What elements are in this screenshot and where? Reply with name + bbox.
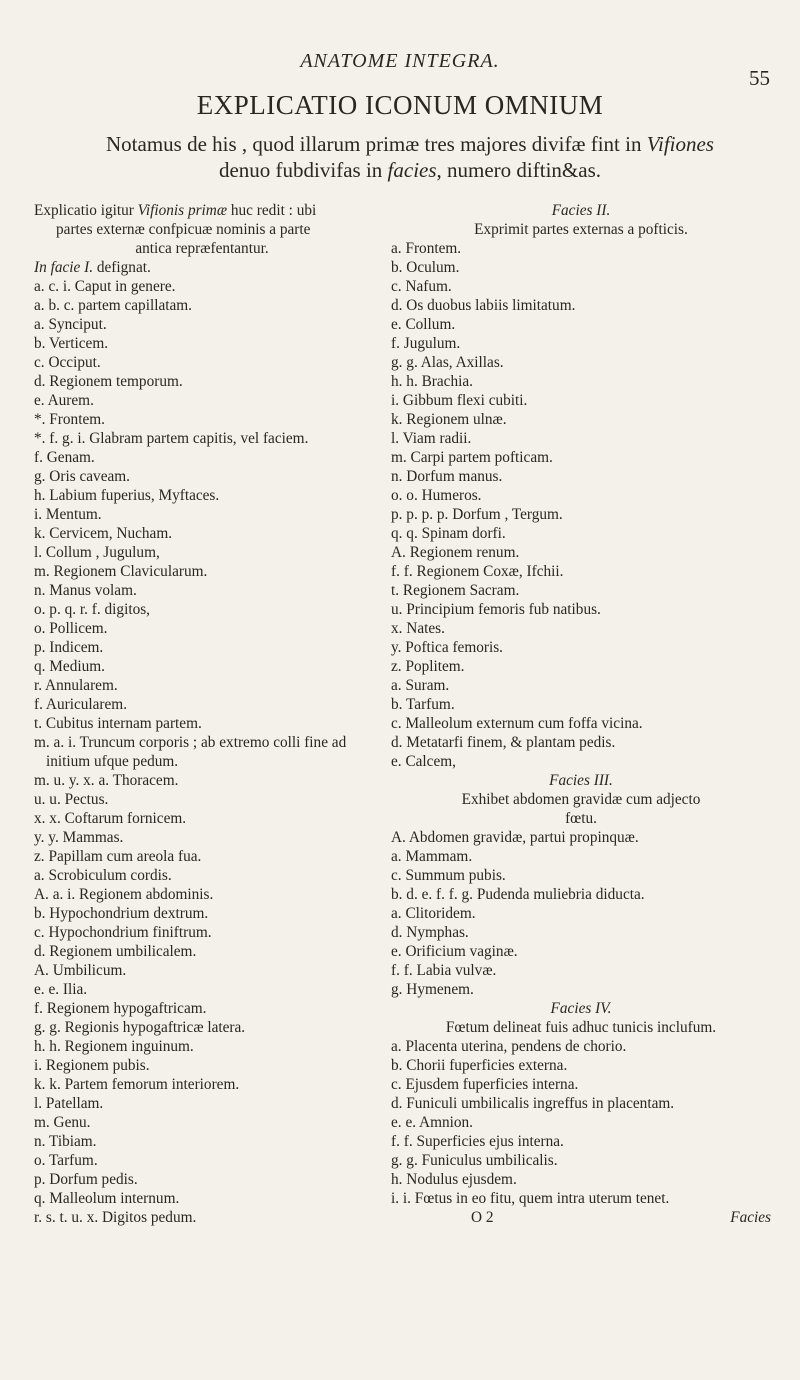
list-item: i. i. Fœtus in eo fitu, quem intra uterum tenet.	[391, 1190, 670, 1207]
list-item: o. Pollicem.	[34, 620, 108, 637]
left-column	[34, 201, 370, 1227]
list-item: A. Regionem renum.	[391, 544, 520, 561]
list-item: p. Dorfum pedis.	[34, 1171, 138, 1188]
page-footer	[391, 1208, 771, 1227]
list-item: i. Gibbum flexi cubiti.	[391, 392, 528, 409]
list-item: u. u. Pectus.	[34, 791, 109, 808]
list-item: i. Regionem pubis.	[34, 1057, 150, 1074]
list-item: a. Placenta uterina, pendens de chorio.	[391, 1038, 627, 1055]
list-item: c. Hypochondrium finiftrum.	[34, 924, 212, 941]
list-item: z. Poplitem.	[391, 658, 465, 675]
list-item: c. Malleolum externum cum foffa vicina.	[391, 715, 643, 732]
list-item: i. Mentum.	[34, 506, 102, 523]
list-item: l. Viam radii.	[391, 430, 472, 447]
list-item: x. Nates.	[391, 620, 445, 637]
lead-line	[34, 258, 370, 277]
list-item: p. p. p. p. Dorfum , Tergum.	[391, 506, 563, 523]
lead-line	[34, 201, 370, 220]
list-item: k. k. Partem femorum interiorem.	[34, 1076, 240, 1093]
list-item: e. e. Ilia.	[34, 981, 88, 998]
list-item: f. f. Labia vulvæ.	[391, 962, 497, 979]
list-item: a. Synciput.	[34, 316, 107, 333]
list-item: e. Orificium vaginæ.	[391, 943, 518, 960]
signature-mark: O 2	[471, 1209, 494, 1226]
list-item: t. Cubitus internam partem.	[34, 715, 202, 732]
list-item: r. s. t. u. x. Digitos pedum.	[34, 1209, 197, 1226]
list-item: h. Labium fuperius, Myftaces.	[34, 487, 220, 504]
lead-italic: Vifionis primæ	[137, 202, 228, 219]
list-item: b. Tarfum.	[391, 696, 455, 713]
list-item: b. Chorii fuperficies externa.	[391, 1057, 568, 1074]
intro-paragraph	[30, 131, 790, 183]
list-item: a. b. c. partem capillatam.	[34, 297, 192, 314]
list-item: c. Ejusdem fuperficies interna.	[391, 1076, 579, 1093]
lead-text: defignat.	[93, 259, 151, 276]
list-item: d. Funiculi umbilicalis ingreffus in placentam.	[391, 1095, 675, 1112]
list-item: e. Collum.	[391, 316, 456, 333]
section-intro: Exhibet abdomen gravidæ cum adjecto	[461, 791, 701, 808]
section-heading-facies-2: Facies II.	[551, 202, 611, 219]
list-item: g. g. Alas, Axillas.	[391, 354, 504, 371]
facies-2-list	[391, 239, 771, 771]
facies-4-list	[391, 1037, 771, 1208]
list-item: c. Summum pubis.	[391, 867, 506, 884]
list-item: h. Nodulus ejusdem.	[391, 1171, 517, 1188]
list-item: p. Indicem.	[34, 639, 104, 656]
list-item: q. Medium.	[34, 658, 105, 675]
list-item: l. Patellam.	[34, 1095, 104, 1112]
running-head: ANATOME INTEGRA.	[300, 50, 500, 72]
catchword: Facies	[730, 1209, 771, 1226]
list-item: m. a. i. Truncum corporis ; ab extremo colli fine ad initium ufque pedum.	[34, 734, 347, 770]
list-item: b. Hypochondrium dextrum.	[34, 905, 209, 922]
list-item: f. Auricularem.	[34, 696, 128, 713]
list-item: g. Oris caveam.	[34, 468, 130, 485]
list-item: g. g. Regionis hypogaftricæ latera.	[34, 1019, 246, 1036]
list-item: h. h. Brachia.	[391, 373, 473, 390]
section-heading-facies-3: Facies III.	[549, 772, 613, 789]
list-item: q. Malleolum internum.	[34, 1190, 180, 1207]
list-item: a. Mammam.	[391, 848, 473, 865]
list-item: d. Regionem umbilicalem.	[34, 943, 197, 960]
list-item: a. Suram.	[391, 677, 450, 694]
list-item: b. Oculum.	[391, 259, 460, 276]
list-item: n. Tibiam.	[34, 1133, 97, 1150]
list-item: m. Regionem Clavicularum.	[34, 563, 208, 580]
intro-text-1: Notamus de his , quod illarum primæ tres majores divifæ fint in	[106, 132, 647, 156]
list-item: a. Clitoridem.	[391, 905, 476, 922]
list-item: d. Metatarfi finem, & plantam pedis.	[391, 734, 616, 751]
section-intro: fœtu.	[565, 810, 597, 827]
list-item: b. d. e. f. f. g. Pudenda muliebria diducta.	[391, 886, 645, 903]
list-item: m. u. y. x. a. Thoracem.	[34, 772, 179, 789]
list-item: f. Jugulum.	[391, 335, 461, 352]
list-item: t. Regionem Sacram.	[391, 582, 520, 599]
page-number: 55	[749, 66, 770, 90]
list-item: k. Regionem ulnæ.	[391, 411, 507, 428]
list-item: z. Papillam cum areola fua.	[34, 848, 202, 865]
intro-italic-2: facies	[387, 158, 437, 182]
list-item: a. c. i. Caput in genere.	[34, 278, 176, 295]
list-item: g. Hymenem.	[391, 981, 474, 998]
intro-text-2: denuo fubdivifas in	[218, 158, 388, 182]
list-item: q. q. Spinam dorfi.	[391, 525, 506, 542]
list-item: d. Regionem temporum.	[34, 373, 183, 390]
list-item: k. Cervicem, Nucham.	[34, 525, 173, 542]
lead-line: antica repræfentantur.	[135, 240, 269, 257]
list-item: n. Dorfum manus.	[391, 468, 503, 485]
intro-text-2-end: , numero diftin&as.	[436, 158, 602, 182]
list-item: b. Verticem.	[34, 335, 109, 352]
intro-italic-1: Vifiones	[646, 132, 714, 156]
list-item: *. Frontem.	[34, 411, 105, 428]
left-item-list	[34, 277, 370, 1227]
list-item: d. Nymphas.	[391, 924, 469, 941]
list-item: d. Os duobus labiis limitatum.	[391, 297, 576, 314]
facies-3-list	[391, 828, 771, 999]
list-item: m. Carpi partem pofticam.	[391, 449, 553, 466]
lead-text: Explicatio igitur	[34, 202, 138, 219]
list-item: A. a. i. Regionem abdominis.	[34, 886, 214, 903]
right-column	[391, 201, 771, 1227]
list-item: m. Genu.	[34, 1114, 91, 1131]
list-item: e. Aurem.	[34, 392, 94, 409]
list-item: f. f. Superficies ejus interna.	[391, 1133, 564, 1150]
list-item: e. Calcem,	[391, 753, 456, 770]
list-item: g. g. Funiculus umbilicalis.	[391, 1152, 558, 1169]
list-item: c. Nafum.	[391, 278, 452, 295]
list-item: x. x. Coftarum fornicem.	[34, 810, 187, 827]
list-item: n. Manus volam.	[34, 582, 137, 599]
list-item: c. Occiput.	[34, 354, 101, 371]
lead-italic: In facie I.	[34, 259, 94, 276]
list-item: y. y. Mammas.	[34, 829, 124, 846]
list-item: a. Scrobiculum cordis.	[34, 867, 172, 884]
list-item: r. Annularem.	[34, 677, 118, 694]
list-item: *. f. g. i. Glabram partem capitis, vel faciem.	[34, 430, 309, 447]
section-intro: Fœtum delineat fuis adhuc tunicis inclufum.	[445, 1019, 717, 1036]
list-item: h. h. Regionem inguinum.	[34, 1038, 194, 1055]
section-intro: Exprimit partes externas a pofticis.	[474, 221, 688, 238]
list-item: o. o. Humeros.	[391, 487, 482, 504]
list-item: u. Principium femoris fub natibus.	[391, 601, 601, 618]
list-item: f. Regionem hypogaftricam.	[34, 1000, 207, 1017]
list-item: f. Genam.	[34, 449, 95, 466]
page-title: EXPLICATIO ICONUM OMNIUM	[196, 90, 604, 120]
list-item: e. e. Amnion.	[391, 1114, 473, 1131]
lead-line: partes externæ confpicuæ nominis a parte	[56, 221, 311, 238]
list-item: o. p. q. r. f. digitos,	[34, 601, 151, 618]
list-item: A. Umbilicum.	[34, 962, 127, 979]
list-item: a. Frontem.	[391, 240, 462, 257]
list-item: f. f. Regionem Coxæ, Ifchii.	[391, 563, 564, 580]
list-item: l. Collum , Jugulum,	[34, 544, 160, 561]
lead-text-end: huc redit : ubi	[227, 202, 317, 219]
section-heading-facies-4: Facies IV.	[550, 1000, 612, 1017]
list-item: o. Tarfum.	[34, 1152, 98, 1169]
list-item: y. Poftica femoris.	[391, 639, 504, 656]
list-item: A. Abdomen gravidæ, partui propinquæ.	[391, 829, 639, 846]
